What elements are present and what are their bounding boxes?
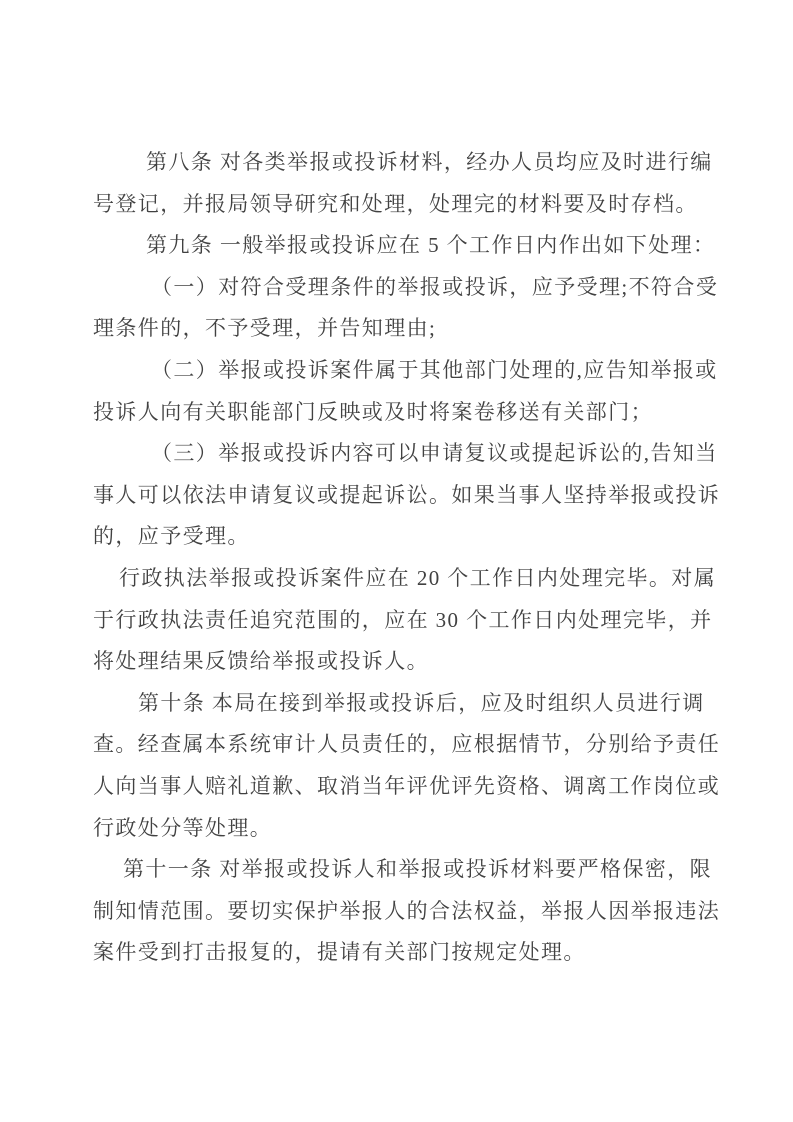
para-enforcement-deadline [93, 558, 717, 683]
article-9-item-2 [93, 350, 718, 433]
text-line: （二）举报或投诉案件属于其他部门处理的,应告知举报或 [151, 357, 718, 382]
text-line: 制知情范围。要切实保护举报人的合法权益，举报人因举报违法 [93, 898, 721, 923]
article-11 [93, 849, 721, 974]
text-line: 事人可以依法申请复议或提起诉讼。如果当事人坚持举报或投诉 [93, 482, 721, 507]
text-line: 行政处分等处理。 [93, 815, 273, 840]
article-9-item-3 [93, 433, 721, 558]
article-9 [93, 225, 716, 267]
article-8 [93, 142, 713, 225]
text-line: 第八条 对各类举报或投诉材料，经办人员均应及时进行编 [146, 150, 713, 174]
text-line: 人向当事人赔礼道歉、取消当年评优评先资格、调离工作岗位或 [93, 773, 721, 798]
text-line: 第十条 本局在接到举报或投诉后，应及时组织人员进行调 [138, 690, 705, 715]
text-line: 投诉人向有关职能部门反映或及时将案卷移送有关部门； [93, 399, 653, 424]
document-body [93, 142, 721, 974]
text-line: 第九条 一般举报或投诉应在 5 个工作日内作出如下处理： [146, 233, 716, 258]
text-line: 查。经查属本系统审计人员责任的，应根据情节，分别给予责任 [93, 732, 721, 757]
text-line: （三）举报或投诉内容可以申请复议或提起诉讼的,告知当 [151, 441, 718, 466]
text-line: （一）对符合受理条件的举报或投诉，应予受理;不符合受 [151, 274, 719, 299]
text-line: 的，应予受理。 [93, 524, 250, 549]
text-line: 理条件的，不予受理，并告知理由; [93, 316, 437, 341]
text-line: 号登记，并报局领导研究和处理，处理完的材料要及时存档。 [93, 191, 698, 216]
text-line: 案件受到打击报复的，提请有关部门按规定处理。 [93, 940, 586, 965]
article-9-item-1 [93, 267, 719, 350]
text-line: 行政执法举报或投诉案件应在 20 个工作日内处理完毕。对属 [119, 565, 717, 590]
text-line: 于行政执法责任追究范围的，应在 30 个工作日内处理完毕，并 [93, 607, 713, 632]
text-line: 第十一条 对举报或投诉人和举报或投诉材料要严格保密，限 [123, 857, 713, 882]
article-10 [93, 683, 721, 849]
text-line: 将处理结果反馈给举报或投诉人。 [93, 649, 429, 674]
